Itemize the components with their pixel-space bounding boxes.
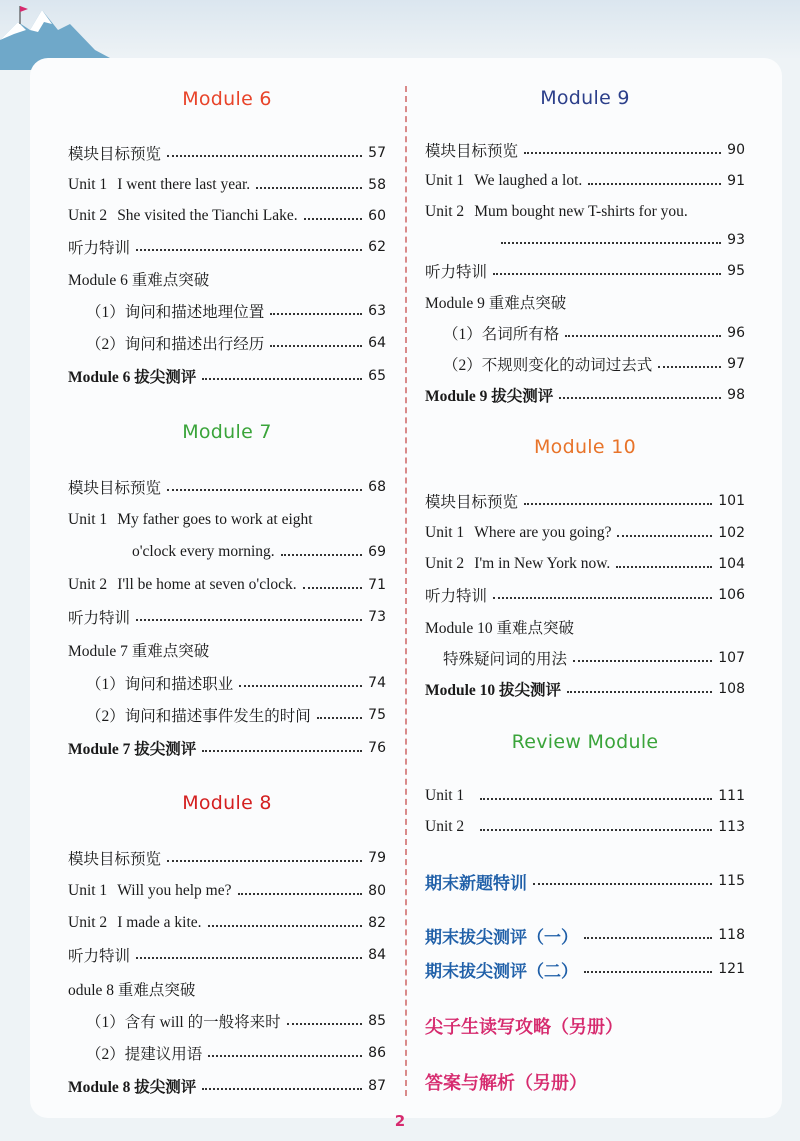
toc-row[interactable] (68, 140, 386, 166)
toc-row[interactable] (425, 258, 745, 284)
toc-unit: Unit 2 (68, 576, 108, 593)
toc-label: 期末拔尖测评（二） (425, 961, 578, 982)
column-divider (405, 86, 407, 1096)
toc-page: 85 (368, 1013, 386, 1029)
toc-page: 69 (368, 544, 386, 560)
toc-row[interactable] (68, 172, 386, 198)
toc-row (68, 637, 386, 663)
toc-unit: Unit 2 (425, 203, 465, 220)
toc-row[interactable] (425, 168, 745, 194)
toc-row[interactable] (68, 474, 386, 500)
toc-page: 97 (727, 356, 745, 372)
toc-label: o'clock every morning. (132, 543, 275, 560)
answers-and-analysis[interactable]: 答案与解析（另册） (425, 1073, 587, 1094)
toc-unit: Unit 1 (68, 511, 108, 528)
toc-label: （2）提建议用语 (86, 1046, 203, 1063)
toc-row[interactable] (425, 199, 745, 225)
toc-page: 101 (718, 493, 745, 509)
toc-unit: Unit 2 (68, 914, 108, 931)
toc-label: 模块目标预览 (68, 851, 162, 868)
toc-row[interactable] (68, 735, 386, 761)
module-6-heading: Module 6 (182, 88, 272, 110)
toc-row[interactable] (68, 507, 386, 533)
toc-label: 听力特训 (425, 264, 488, 281)
top-band (0, 0, 800, 60)
module-8-heading: Module 8 (182, 792, 272, 814)
toc-label: 听力特训 (68, 610, 131, 627)
toc-label: I'm in New York now. (474, 555, 611, 572)
toc-label: We laughed a lot. (474, 172, 583, 189)
toc-row[interactable] (68, 1008, 386, 1034)
toc-row-special[interactable] (425, 868, 745, 894)
toc-row[interactable] (68, 878, 386, 904)
toc-row[interactable] (68, 330, 386, 356)
toc-page: 111 (718, 788, 745, 804)
toc-label: odule 8 重难点突破 (68, 982, 196, 999)
toc-page: 71 (368, 577, 386, 593)
toc-label: Module 6 重难点突破 (68, 272, 210, 289)
toc-label: 模块目标预览 (68, 146, 162, 163)
toc-unit: Unit 1 (68, 882, 108, 899)
toc-page: 108 (718, 681, 745, 697)
toc-page: 84 (368, 947, 386, 963)
toc-label: Module 10 重难点突破 (425, 620, 574, 637)
toc-label: Module 7 重难点突破 (68, 643, 210, 660)
toc-page: 107 (718, 650, 745, 666)
toc-label: （1）名词所有格 (443, 326, 560, 343)
toc-label: Module 9 重难点突破 (425, 295, 567, 312)
toc-unit: Unit 1 (425, 172, 465, 189)
toc-label: Module 10 拔尖测评 (425, 682, 562, 699)
reading-writing-guide[interactable]: 尖子生读写攻略（另册） (425, 1017, 623, 1038)
toc-page: 79 (368, 850, 386, 866)
review-module-heading: Review Module (511, 731, 659, 753)
module-7-heading: Module 7 (182, 421, 272, 443)
toc-label: （1）询问和描述职业 (86, 676, 234, 693)
toc-page: 102 (718, 525, 745, 541)
toc-unit: Unit 1 (425, 787, 465, 804)
toc-row[interactable] (425, 582, 745, 608)
toc-row[interactable] (68, 604, 386, 630)
toc-page: 76 (368, 740, 386, 756)
toc-row[interactable] (425, 382, 745, 408)
toc-page: 90 (727, 142, 745, 158)
toc-page: 118 (718, 927, 745, 943)
toc-row[interactable] (68, 572, 386, 598)
toc-page: 121 (718, 961, 745, 977)
toc-label: （2）询问和描述出行经历 (86, 336, 265, 353)
toc-row[interactable] (425, 814, 745, 840)
toc-row-special[interactable] (425, 956, 745, 982)
toc-unit: Unit 2 (425, 555, 465, 572)
toc-row (68, 266, 386, 292)
toc-row[interactable] (425, 351, 745, 377)
toc-label: Module 9 拔尖测评 (425, 388, 554, 405)
toc-page: 64 (368, 335, 386, 351)
toc-label: Mum bought new T-shirts for you. (474, 203, 688, 220)
toc-label: 模块目标预览 (68, 480, 162, 497)
toc-label: 特殊疑问词的用法 (443, 651, 568, 668)
toc-page: 86 (368, 1045, 386, 1061)
toc-label: 听力特训 (68, 240, 131, 257)
toc-row[interactable] (68, 1073, 386, 1099)
toc-label: My father goes to work at eight (117, 511, 313, 528)
toc-page: 115 (718, 873, 745, 889)
toc-label: （2）询问和描述事件发生的时间 (86, 708, 311, 725)
toc-unit: Unit 1 (68, 176, 108, 193)
toc-label: 听力特训 (425, 588, 488, 605)
module-10-heading: Module 10 (533, 436, 636, 458)
toc-page: 62 (368, 239, 386, 255)
toc-label: Where are you going? (474, 524, 612, 541)
toc-label: （1）含有 will 的一般将来时 (86, 1014, 281, 1031)
toc-page: 106 (718, 587, 745, 603)
toc-label: Module 7 拔尖测评 (68, 741, 197, 758)
toc-row (68, 976, 386, 1002)
toc-page: 60 (368, 208, 386, 224)
toc-page: 74 (368, 675, 386, 691)
toc-row[interactable] (68, 1040, 386, 1066)
toc-page: 93 (727, 232, 745, 248)
toc-label: 期末拔尖测评（一） (425, 927, 578, 948)
toc-page: 87 (368, 1078, 386, 1094)
toc-page: 80 (368, 883, 386, 899)
toc-page: 63 (368, 303, 386, 319)
toc-row[interactable] (68, 203, 386, 229)
toc-row[interactable] (425, 227, 745, 253)
toc-row[interactable] (425, 551, 745, 577)
toc-page: 57 (368, 145, 386, 161)
toc-row[interactable] (68, 363, 386, 389)
toc-unit: Unit 2 (425, 818, 465, 835)
toc-row[interactable] (425, 320, 745, 346)
toc-page: 98 (727, 387, 745, 403)
toc-page: 96 (727, 325, 745, 341)
toc-row[interactable] (68, 702, 386, 728)
toc-row[interactable] (425, 488, 745, 514)
toc-label: I made a kite. (117, 914, 202, 931)
toc-page: 95 (727, 263, 745, 279)
toc-row-special[interactable] (425, 922, 745, 948)
toc-label: （1）询问和描述地理位置 (86, 304, 265, 321)
toc-label: 期末新题特训 (425, 873, 527, 894)
toc-row[interactable] (425, 645, 745, 671)
toc-page: 58 (368, 177, 386, 193)
toc-label: Will you help me? (117, 882, 232, 899)
toc-row[interactable] (425, 520, 745, 546)
toc-row[interactable] (68, 910, 386, 936)
toc-row[interactable] (425, 137, 745, 163)
page-number: 2 (394, 1112, 406, 1130)
toc-unit: Unit 2 (68, 207, 108, 224)
toc-page: 104 (718, 556, 745, 572)
toc-label: 模块目标预览 (425, 143, 519, 160)
toc-label: 听力特训 (68, 948, 131, 965)
toc-label: I'll be home at seven o'clock. (117, 576, 297, 593)
toc-row[interactable] (425, 783, 745, 809)
toc-page: 65 (368, 368, 386, 384)
toc-row[interactable] (68, 298, 386, 324)
module-9-heading: Module 9 (540, 87, 630, 109)
toc-unit: Unit 1 (425, 524, 465, 541)
toc-label: She visited the Tianchi Lake. (117, 207, 298, 224)
toc-row[interactable] (68, 234, 386, 260)
toc-label: I went there last year. (117, 176, 251, 193)
toc-page: 68 (368, 479, 386, 495)
toc-row (425, 614, 745, 640)
toc-page: 113 (718, 819, 745, 835)
toc-page: 73 (368, 609, 386, 625)
toc-label: （2）不规则变化的动词过去式 (443, 357, 653, 374)
toc-row[interactable] (68, 539, 386, 565)
toc-row (425, 289, 745, 315)
toc-row[interactable] (68, 845, 386, 871)
toc-label: Module 6 拔尖测评 (68, 369, 197, 386)
toc-row[interactable] (68, 670, 386, 696)
toc-label: Module 8 拔尖测评 (68, 1079, 197, 1096)
toc-row[interactable] (425, 676, 745, 702)
toc-row[interactable] (68, 942, 386, 968)
toc-page: 82 (368, 915, 386, 931)
toc-page: 91 (727, 173, 745, 189)
toc-page: 75 (368, 707, 386, 723)
toc-label: 模块目标预览 (425, 494, 519, 511)
